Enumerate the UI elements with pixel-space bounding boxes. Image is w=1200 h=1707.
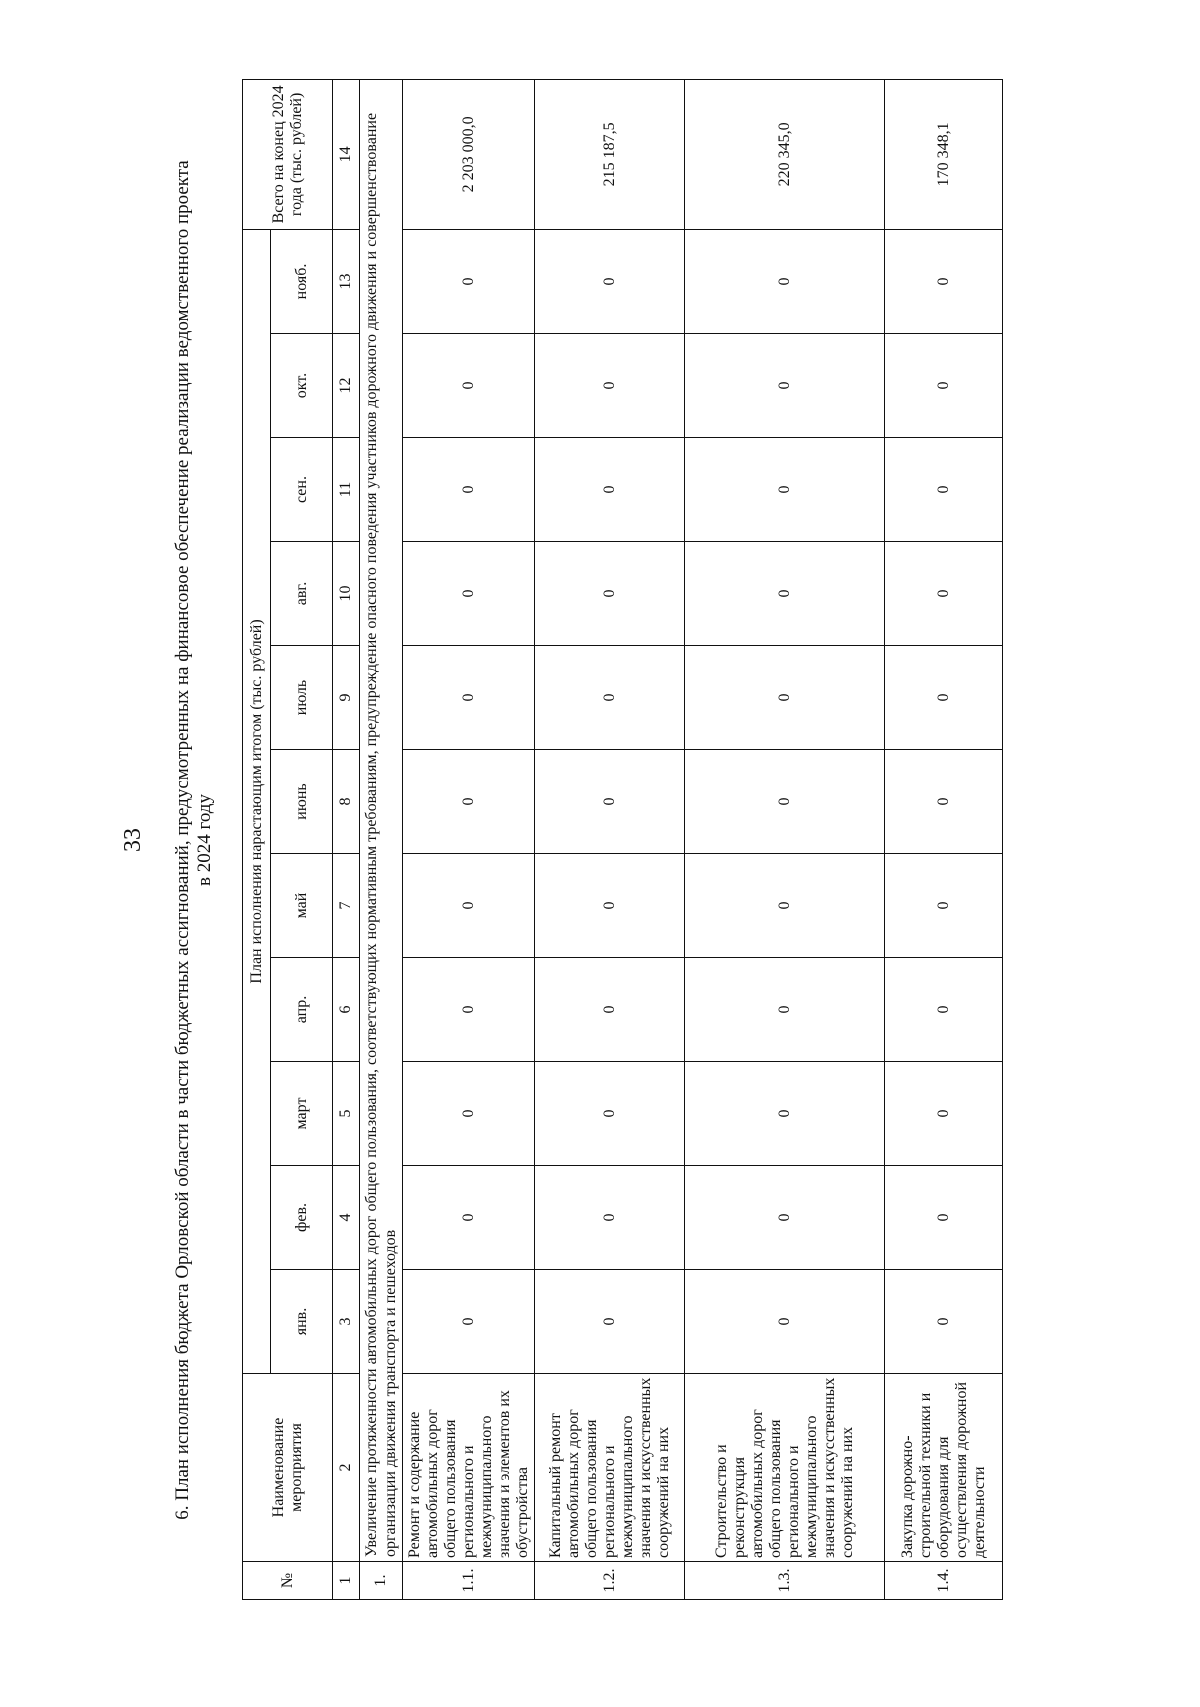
month-value: 0 bbox=[535, 1270, 685, 1374]
month-value: 0 bbox=[535, 854, 685, 958]
column-number: 9 bbox=[333, 646, 360, 750]
month-value: 0 bbox=[535, 438, 685, 542]
table-row bbox=[535, 79, 685, 1599]
month-value: 0 bbox=[885, 646, 1003, 750]
month-value: 0 bbox=[535, 646, 685, 750]
column-number: 2 bbox=[333, 1374, 360, 1562]
row-activity-name: Закупка дорожно-строительной техники и оборудования для осуществления дорожной деятельности bbox=[885, 1374, 1003, 1562]
month-value: 0 bbox=[403, 646, 535, 750]
month-value: 0 bbox=[885, 1166, 1003, 1270]
month-value: 0 bbox=[403, 854, 535, 958]
header-month: нояб. bbox=[271, 229, 333, 333]
document-page bbox=[120, 60, 1200, 1620]
month-value: 0 bbox=[403, 438, 535, 542]
month-value: 0 bbox=[403, 1166, 535, 1270]
header-month: июль bbox=[271, 646, 333, 750]
header-month: март bbox=[271, 1062, 333, 1166]
column-number: 14 bbox=[333, 79, 360, 229]
row-num: 1.3. bbox=[685, 1562, 885, 1600]
budget-plan-table bbox=[242, 79, 1003, 1600]
header-num: № bbox=[243, 1562, 333, 1600]
month-value: 0 bbox=[685, 1270, 885, 1374]
row-num: 1.2. bbox=[535, 1562, 685, 1600]
month-value: 0 bbox=[685, 542, 885, 646]
month-value: 0 bbox=[885, 438, 1003, 542]
section-num: 1. bbox=[360, 1562, 403, 1600]
month-value: 0 bbox=[685, 1062, 885, 1166]
column-number: 6 bbox=[333, 958, 360, 1062]
header-total: Всего на конец 2024 года (тыс. рублей) bbox=[243, 79, 333, 229]
month-value: 0 bbox=[885, 1270, 1003, 1374]
month-value: 0 bbox=[685, 334, 885, 438]
header-name: Наименование мероприятия bbox=[243, 1374, 333, 1562]
month-value: 0 bbox=[403, 542, 535, 646]
header-month: сен. bbox=[271, 438, 333, 542]
month-value: 0 bbox=[685, 750, 885, 854]
month-value: 0 bbox=[403, 334, 535, 438]
row-activity-name: Строительство и реконструкция автомобильных дорог общего пользования регионального и межмуниципального значения и искусственных сооружений на них bbox=[685, 1374, 885, 1562]
month-value: 0 bbox=[685, 646, 885, 750]
title-line-2: в 2024 году bbox=[194, 794, 215, 886]
month-value: 0 bbox=[685, 958, 885, 1062]
header-month: июнь bbox=[271, 750, 333, 854]
month-value: 0 bbox=[885, 854, 1003, 958]
section-text: Увеличение протяженности автомобильных дорог общего пользования, соответствующих нормативным требованиям, предупреждение опасного поведения участников дорожного движения и совершенствование организации движения транспорта и пешеходов bbox=[360, 79, 403, 1561]
column-number: 3 bbox=[333, 1270, 360, 1374]
month-value: 0 bbox=[685, 1166, 885, 1270]
page-number: 33 bbox=[120, 828, 146, 852]
row-activity-name: Капитальный ремонт автомобильных дорог общего пользования регионального и межмуниципального значения и искусственных сооружений на них bbox=[535, 1374, 685, 1562]
column-number: 10 bbox=[333, 542, 360, 646]
table-row bbox=[685, 79, 885, 1599]
month-value: 0 bbox=[403, 958, 535, 1062]
month-value: 0 bbox=[885, 750, 1003, 854]
column-number: 7 bbox=[333, 854, 360, 958]
column-number: 11 bbox=[333, 438, 360, 542]
month-value: 0 bbox=[885, 542, 1003, 646]
row-activity-name: Ремонт и содержание автомобильных дорог общего пользования регионального и межмуниципального значения и элементов их обустройства bbox=[403, 1374, 535, 1562]
row-total: 170 348,1 bbox=[885, 79, 1003, 229]
column-number: 5 bbox=[333, 1062, 360, 1166]
column-number: 13 bbox=[333, 229, 360, 333]
month-value: 0 bbox=[685, 229, 885, 333]
title-line-1: 6. План исполнения бюджета Орловской области в части бюджетных ассигнований, предусмотренных на финансовое обеспечение реализации ведомственного проекта bbox=[172, 160, 193, 1520]
column-number: 1 bbox=[333, 1562, 360, 1600]
month-value: 0 bbox=[403, 1062, 535, 1166]
table-row bbox=[403, 79, 535, 1599]
month-value: 0 bbox=[885, 229, 1003, 333]
row-total: 215 187,5 bbox=[535, 79, 685, 229]
header-plan-group: План исполнения нарастающим итогом (тыс. рублей) bbox=[243, 229, 271, 1373]
month-value: 0 bbox=[535, 1166, 685, 1270]
column-number-row bbox=[333, 79, 360, 1599]
header-month: янв. bbox=[271, 1270, 333, 1374]
month-value: 0 bbox=[535, 750, 685, 854]
month-value: 0 bbox=[885, 1062, 1003, 1166]
document-title bbox=[172, 80, 216, 1600]
month-value: 0 bbox=[403, 750, 535, 854]
row-num: 1.1. bbox=[403, 1562, 535, 1600]
month-header-row bbox=[271, 79, 333, 1599]
header-month: окт. bbox=[271, 334, 333, 438]
row-num: 1.4. bbox=[885, 1562, 1003, 1600]
header-month: апр. bbox=[271, 958, 333, 1062]
month-value: 0 bbox=[535, 1062, 685, 1166]
month-value: 0 bbox=[403, 229, 535, 333]
month-value: 0 bbox=[535, 958, 685, 1062]
month-value: 0 bbox=[535, 542, 685, 646]
section-row bbox=[360, 79, 403, 1599]
column-number: 4 bbox=[333, 1166, 360, 1270]
row-total: 2 203 000,0 bbox=[403, 79, 535, 229]
month-value: 0 bbox=[685, 438, 885, 542]
month-value: 0 bbox=[403, 1270, 535, 1374]
column-number: 12 bbox=[333, 334, 360, 438]
month-value: 0 bbox=[535, 334, 685, 438]
month-value: 0 bbox=[685, 854, 885, 958]
column-number: 8 bbox=[333, 750, 360, 854]
header-month: май bbox=[271, 854, 333, 958]
header-month: фев. bbox=[271, 1166, 333, 1270]
row-total: 220 345,0 bbox=[685, 79, 885, 229]
month-value: 0 bbox=[885, 334, 1003, 438]
header-month: авг. bbox=[271, 542, 333, 646]
month-value: 0 bbox=[535, 229, 685, 333]
table-row bbox=[885, 79, 1003, 1599]
month-value: 0 bbox=[885, 958, 1003, 1062]
